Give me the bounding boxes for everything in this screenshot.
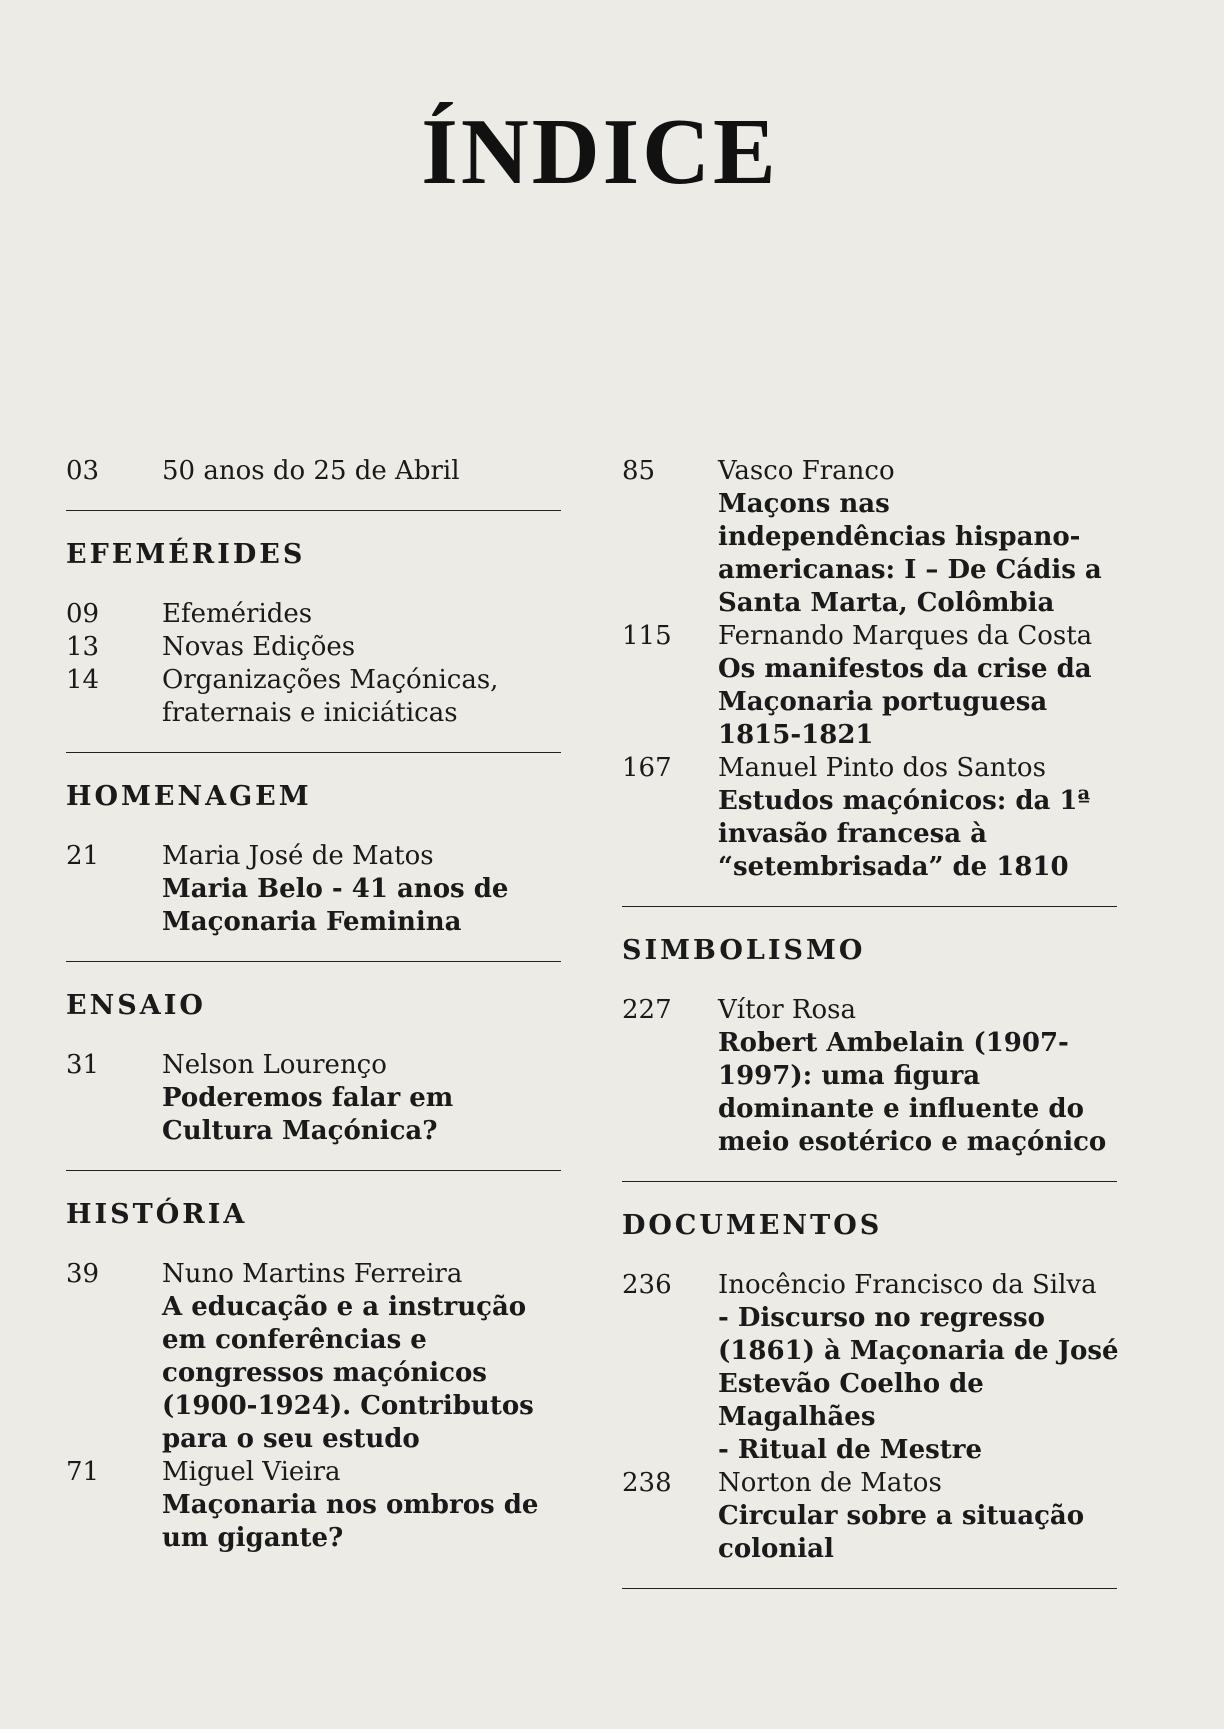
entry-title: Maçonaria nos ombros de um gigante? (162, 1490, 539, 1553)
section-heading-efemerides: EFEMÉRIDES (66, 539, 306, 570)
entry-title-tail: “setembrisada” de 1810 (718, 852, 1069, 882)
entry-text: Novas Edições (162, 632, 356, 662)
left-column (66, 455, 566, 1555)
section-heading-ensaio: ENSAIO (66, 990, 206, 1021)
entry-author: Norton de Matos (718, 1468, 942, 1498)
page-number: 115 (622, 621, 672, 651)
page-number: 227 (622, 995, 672, 1025)
entry-text: Efemérides (162, 599, 313, 629)
entry-author: Nuno Martins Ferreira (162, 1259, 463, 1289)
section-heading-homenagem: HOMENAGEM (66, 781, 312, 812)
entry-author: Vítor Rosa (718, 995, 856, 1025)
page-number: 238 (622, 1468, 672, 1498)
toc-entry (66, 455, 566, 488)
entry-title-main: Estudos maçónicos: da 1ª invasão francesa à (718, 786, 1091, 849)
section-heading-simbolismo: SIMBOLISMO (622, 935, 866, 966)
entry-title: Os manifestos da crise da Maçonaria portuguesa 1815-1821 (718, 654, 1092, 750)
section-heading-historia: HISTÓRIA (66, 1199, 248, 1230)
entry-text: 50 anos do 25 de Abril (162, 456, 460, 486)
entry-title: Circular sobre a situação colonial (718, 1501, 1085, 1564)
entry-author: Manuel Pinto dos Santos (718, 753, 1046, 783)
toc-entry (66, 1049, 566, 1148)
entry-text: Organizações Maçónicas, fraternais e iniciáticas (162, 665, 499, 728)
toc-entry (622, 994, 1122, 1159)
section-heading-documentos: DOCUMENTOS (622, 1210, 883, 1241)
entry-title-secondary: - Ritual de Mestre (718, 1435, 982, 1465)
divider (66, 1170, 561, 1171)
entry-author: Fernando Marques da Costa (718, 621, 1093, 651)
entry-author: Inocêncio Francisco da Silva (718, 1270, 1097, 1300)
toc-entry (66, 631, 566, 664)
page-number: 14 (66, 665, 100, 695)
toc-entry (622, 455, 1122, 620)
toc-entry (622, 1269, 1122, 1467)
entry-title: Poderemos falar em Cultura Maçónica? (162, 1083, 454, 1146)
entry-author: Nelson Lourenço (162, 1050, 387, 1080)
toc-entry (622, 752, 1122, 884)
page-number: 236 (622, 1270, 672, 1300)
entry-author: Vasco Franco (718, 456, 895, 486)
toc-entry (622, 1467, 1122, 1566)
page-number: 09 (66, 599, 100, 629)
page-number: 13 (66, 632, 100, 662)
entry-title: Maria Belo - 41 anos de Maçonaria Feminina (162, 874, 509, 937)
divider (622, 1588, 1117, 1589)
page-number: 167 (622, 753, 672, 783)
divider (66, 510, 561, 511)
toc-entry (622, 620, 1122, 752)
page-number: 85 (622, 456, 656, 486)
divider (66, 752, 561, 753)
entry-title: Robert Ambelain (1907-1997): uma figura dominante e influente do meio esotérico e maçónico (718, 1028, 1107, 1157)
divider (66, 961, 561, 962)
page-number: 39 (66, 1259, 100, 1289)
toc-entry (66, 1456, 566, 1555)
page-number: 31 (66, 1050, 100, 1080)
right-column (622, 455, 1122, 1617)
entry-title: Maçons nas independências hispano-americanas: I – De Cádis a Santa Marta, Colômbia (718, 489, 1102, 618)
divider (622, 1181, 1117, 1182)
divider (622, 906, 1117, 907)
entry-author: Miguel Vieira (162, 1457, 341, 1487)
toc-entry (66, 598, 566, 631)
page-number: 71 (66, 1457, 100, 1487)
entry-author: Maria José de Matos (162, 841, 434, 871)
entry-title: - Discurso no regresso (1861) à Maçonaria de José Estevão Coelho de Magalhães (718, 1303, 1119, 1432)
toc-entry (66, 664, 566, 730)
page-number: 03 (66, 456, 100, 486)
entry-title (718, 785, 1122, 884)
entry-title: A educação e a instrução em conferências e congressos maçónicos (1900-1924). Contributos para o seu estudo (162, 1292, 534, 1454)
page-title: ÍNDICE (421, 100, 779, 204)
page-number: 21 (66, 841, 100, 871)
toc-entry (66, 1258, 566, 1456)
toc-entry (66, 840, 566, 939)
